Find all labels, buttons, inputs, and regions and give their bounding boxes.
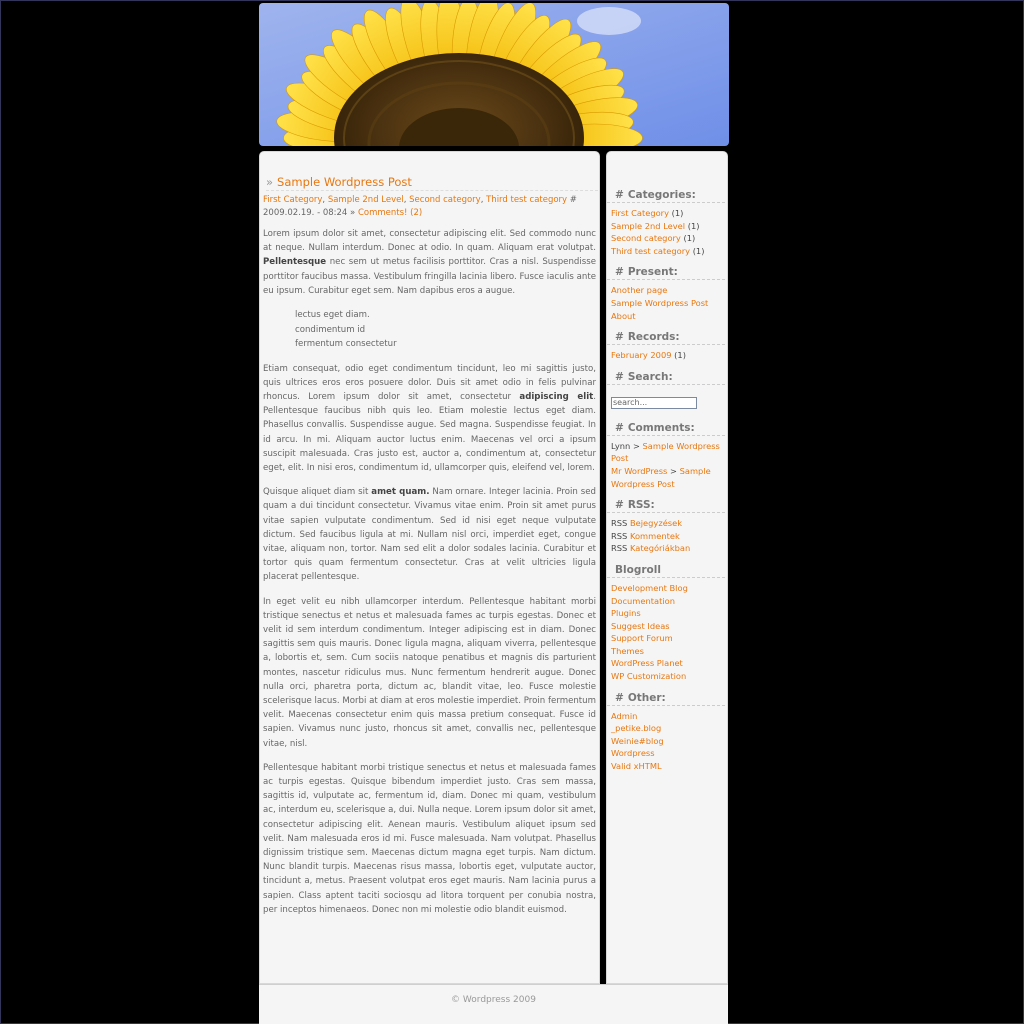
list-item bbox=[607, 595, 727, 608]
list-item bbox=[607, 297, 727, 310]
post-list bbox=[263, 308, 596, 352]
widget-title: Blogroll bbox=[607, 564, 725, 578]
list-item bbox=[607, 760, 727, 773]
search-input[interactable] bbox=[611, 397, 697, 409]
list-item bbox=[607, 710, 727, 723]
raquo-icon: » bbox=[266, 175, 274, 189]
widget-title: # Comments: bbox=[607, 422, 725, 436]
list-item bbox=[607, 530, 727, 543]
widget-title: # Present: bbox=[607, 266, 725, 280]
blogroll-link[interactable]: Development Blog bbox=[611, 582, 688, 593]
rss-widget bbox=[607, 499, 727, 555]
post-body bbox=[263, 227, 596, 927]
category-link[interactable]: Sample 2nd Level bbox=[611, 220, 686, 231]
post-category-link[interactable]: Third test category bbox=[486, 195, 568, 205]
category-link[interactable]: Third test category bbox=[611, 245, 691, 256]
list-item: Second category (1) bbox=[611, 233, 696, 244]
comments-link[interactable]: Comments! (2) bbox=[357, 208, 423, 218]
categories-widget bbox=[607, 189, 727, 257]
post-title bbox=[266, 175, 598, 191]
comment-post-link[interactable]: Sample Wordpress Post bbox=[611, 440, 720, 464]
post-paragraph: Quisque aliquet diam sit amet quam. Nam ornare. Integer lacinia. Proin sed quam a dui tincidunt consectetur. Vivamus vitae enim. Proin sit amet purus vitae sapien vulputate condimentum. Sed id nisi eget neque vulputate dictum. Sed faucibus ligula at mi. Nullam nisl orci, imperdiet eget, congue vitae, aliquam non, tortor. Nam sed elit a dolor sodales lacinia. Curabitur et tortor quis quam fermentum consectetur. Cras at velit ultricies ligula placerat pellentesque. bbox=[263, 487, 597, 583]
list-item bbox=[607, 670, 727, 683]
list-item: Lynn > Sample Wordpress Post bbox=[611, 440, 720, 464]
archive-link[interactable]: February 2009 bbox=[611, 350, 672, 361]
blogroll-link[interactable]: Support Forum bbox=[611, 633, 673, 644]
records-widget bbox=[607, 331, 727, 362]
list-item bbox=[607, 645, 727, 658]
list-item bbox=[607, 620, 727, 633]
list-item: February 2009 (1) bbox=[611, 350, 686, 361]
widget-title: # Other: bbox=[607, 692, 725, 706]
widget-title: # Search: bbox=[607, 371, 725, 385]
widget-title: # RSS: bbox=[607, 499, 725, 513]
list-item bbox=[607, 722, 727, 735]
rss-icon: RSS bbox=[611, 543, 628, 554]
page-link[interactable]: Sample Wordpress Post bbox=[611, 297, 709, 308]
list-item bbox=[607, 517, 727, 530]
sunflower-banner-image bbox=[259, 3, 729, 146]
list-item: lectus eget diam. bbox=[295, 310, 370, 321]
post-category-link[interactable]: Sample 2nd Level bbox=[327, 195, 404, 205]
post-title-link[interactable]: Sample Wordpress Post bbox=[277, 175, 412, 189]
list-item: Sample 2nd Level (1) bbox=[611, 220, 700, 231]
post-meta: First Category, Sample 2nd Level, Second category, Third test category # 2009.02.19. - 08:24 » Comments! (2) bbox=[263, 195, 577, 218]
list-item: First Category (1) bbox=[611, 208, 684, 218]
list-item bbox=[607, 582, 727, 595]
raquo-icon: » bbox=[350, 208, 356, 218]
widget-title: # Records: bbox=[607, 331, 725, 345]
list-item bbox=[607, 284, 727, 297]
other-link[interactable]: Wordpress bbox=[611, 748, 655, 759]
list-item bbox=[607, 542, 727, 555]
post-paragraph: Etiam consequat, odio eget condimentum tincidunt, leo mi sagittis justo, quis ultrices eros eros posuere dolor. Duis sit amet odio in felis pulvinar rhoncus. Lorem ipsum dolor sit amet, consectetur adipiscing elit. Pellentesque faucibus nibh quis leo. Etiam molestie lectus eget diam. Phasellus convallis. Suspendisse augue. Sed magna. Suspendisse feugiat. In id arcu. In mi. Aliquam auctor luctus enim. Maecenas vel orci a ipsum suscipit malesuada. Cras justo est, auctor a, condimentum at, consectetur eget, elit. In nisi eros, condimentum id, ullamcorper quis, eleifend vel, lorem. bbox=[263, 363, 596, 473]
list-item: condimentum id bbox=[295, 324, 366, 335]
other-widget bbox=[607, 692, 727, 773]
footer bbox=[259, 984, 728, 1024]
page-link[interactable]: About bbox=[611, 310, 636, 321]
hash-separator: # bbox=[569, 195, 577, 205]
present-widget bbox=[607, 266, 727, 322]
list-item bbox=[607, 607, 727, 620]
blogroll-link[interactable]: Themes bbox=[611, 645, 644, 656]
comment-author-link[interactable]: Mr WordPress bbox=[611, 465, 668, 476]
copyright-text: © Wordpress 2009 bbox=[451, 995, 536, 1005]
main-content bbox=[259, 151, 600, 984]
blogroll-link[interactable]: WordPress Planet bbox=[611, 658, 683, 669]
rss-link[interactable]: Kommentek bbox=[629, 530, 680, 541]
other-link[interactable]: _petike.blog bbox=[611, 723, 662, 734]
blogroll-link[interactable]: Suggest Ideas bbox=[611, 620, 670, 631]
post-paragraph: Lorem ipsum dolor sit amet, consectetur adipiscing elit. Sed commodo nunc at neque. Nullam interdum. Donec at odio. In quam. Aliquam erat volutpat. Pellentesque nec sem ut metus facilisis porttitor. Cras a nisl. Suspendisse porttitor faucibus massa. Vestibulum fringilla lacinia libero. Fusce iaculis ante eu ipsum. Curabitur eget sem. Nam dapibus eros a augue. bbox=[263, 229, 596, 296]
rss-link[interactable]: Bejegyzések bbox=[629, 518, 683, 529]
rss-icon: RSS bbox=[611, 518, 628, 529]
comments-widget bbox=[607, 422, 727, 490]
category-link[interactable]: First Category bbox=[611, 208, 669, 218]
list-item bbox=[607, 735, 727, 748]
category-link[interactable]: Second category bbox=[611, 233, 681, 244]
post-paragraph: Pellentesque habitant morbi tristique senectus et netus et malesuada fames ac turpis egestas. Quisque bibendum imperdiet justo. Cras sem massa, sagittis id, vulputate ac, fermentum id, diam. Donec mi quam, vestibulum ac, interdum eu, scelerisque a, dui. Nulla neque. Lorem ipsum dolor sit amet, consectetur adipiscing elit. Aenean mauris. Vestibulum aliquet ipsum sed velit. Nam malesuada eros id mi. Fusce malesuada. Nam volutpat. Phasellus dignissim tristique sem. Maecenas dictum magna eget turpis. Nam dictum. Nunc blandit turpis. Maecenas risus massa, lobortis eget, vulputate auctor, tincidunt a, metus. Praesent volutpat eros eget mauris. Nam lacinia purus a sapien. Class aptent taciti sociosqu ad litora torquent per conubia nostra, per inceptos himenaeos. Donec non mi molestie odio blandit euismod. bbox=[263, 762, 596, 915]
blogroll-link[interactable]: Plugins bbox=[611, 608, 641, 619]
list-item bbox=[607, 632, 727, 645]
blogroll-link[interactable]: Documentation bbox=[611, 595, 675, 606]
comment-post-link[interactable]: Sample Wordpress Post bbox=[611, 465, 711, 489]
list-item bbox=[607, 310, 727, 323]
list-item: Mr WordPress > Sample Wordpress Post bbox=[611, 465, 711, 489]
search-widget bbox=[607, 371, 727, 413]
widget-title: # Categories: bbox=[607, 189, 725, 203]
other-link[interactable]: Valid xHTML bbox=[611, 761, 662, 772]
post-category-link[interactable]: First Category bbox=[263, 195, 323, 205]
page-link[interactable]: Another page bbox=[611, 285, 668, 296]
list-item bbox=[607, 747, 727, 760]
header-banner bbox=[259, 3, 729, 146]
blogroll-widget bbox=[607, 564, 727, 683]
list-item bbox=[607, 657, 727, 670]
sidebar bbox=[606, 151, 728, 984]
post-paragraph: In eget velit eu nibh ullamcorper interdum. Pellentesque habitant morbi tristique senectus et netus et malesuada fames ac turpis egestas. Donec et velit id sem interdum condimentum. Integer adipiscing est in diam. Donec sagittis sem quis mauris. Donec ligula magna, aliquam viverra, pellentesque a, lobortis et, sem. Cum sociis natoque penatibus et magnis dis parturient montes, nascetur ridiculus mus. Nunc fermentum hendrerit augue. Donec nulla orci, pharetra porta, dictum ac, blandit vitae, leo. Fusce molestie scelerisque lacus. Morbi at diam at eros molestie imperdiet. Proin fermentum velit. Maecenas consectetur enim quis massa pretium consequat. Fusce id sapien. Vivamus nunc justo, rhoncus sit amet, convallis nec, pellentesque vitae, nisl. bbox=[263, 596, 596, 749]
post-category-link[interactable]: Second category bbox=[409, 195, 481, 205]
comment-author: Lynn bbox=[611, 440, 631, 451]
other-link[interactable]: Weinie#blog bbox=[611, 735, 664, 746]
rss-icon: RSS bbox=[611, 530, 628, 541]
rss-link[interactable]: Kategóriákban bbox=[629, 543, 691, 554]
blogroll-link[interactable]: WP Customization bbox=[611, 671, 687, 682]
post-date: 2009.02.19. - 08:24 bbox=[263, 208, 348, 218]
list-item: fermentum consectetur bbox=[295, 339, 397, 350]
other-link[interactable]: Admin bbox=[611, 710, 638, 721]
list-item: Third test category (1) bbox=[611, 245, 705, 256]
